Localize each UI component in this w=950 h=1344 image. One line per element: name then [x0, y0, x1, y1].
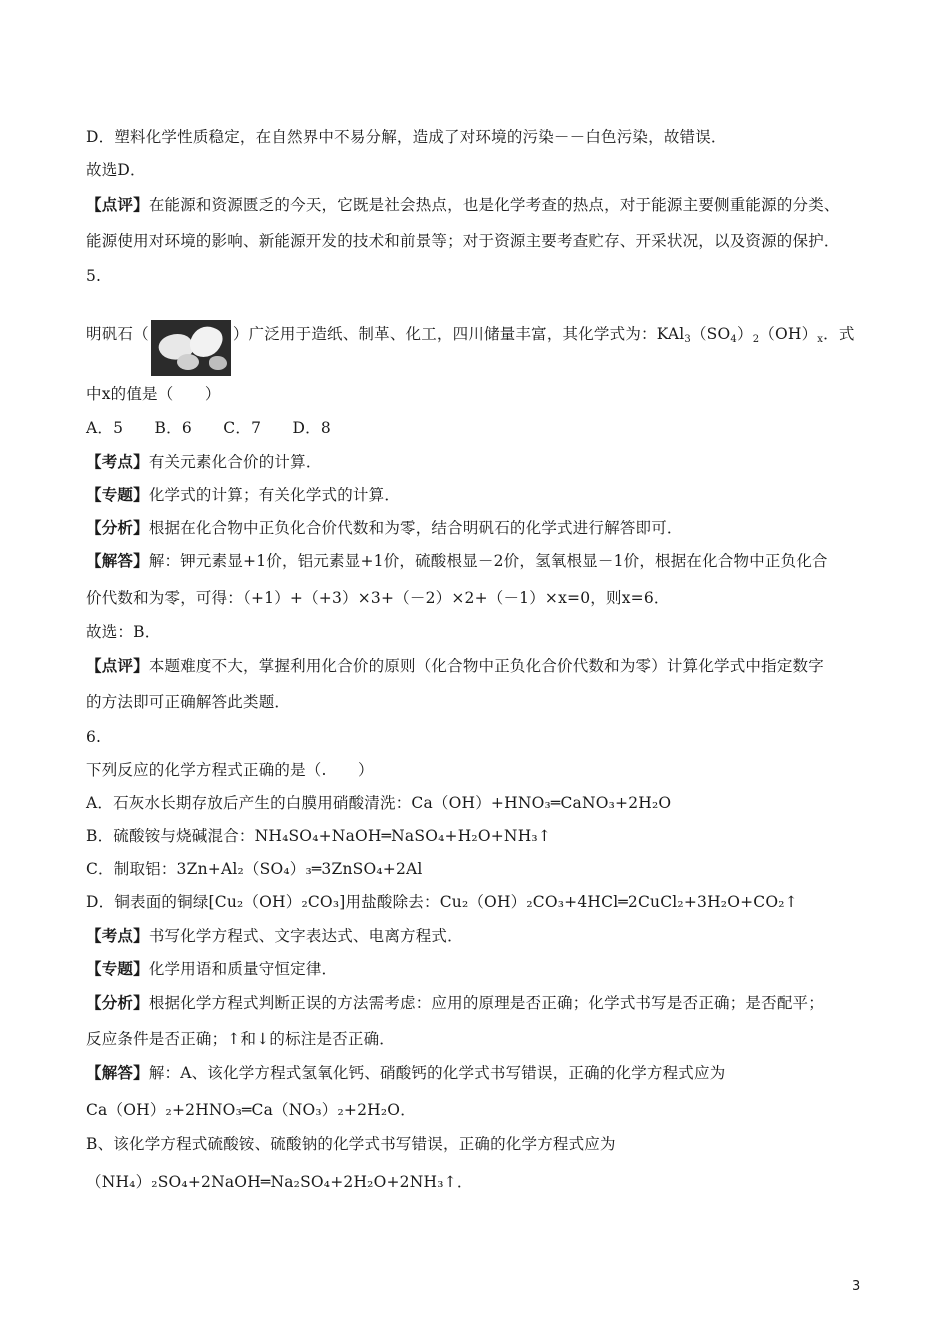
q6-answer-line-1: 【解答】解：A、该化学方程式氢氧化钙、硝酸钙的化学式书写错误，正确的化学方程式应为 [86, 1063, 726, 1082]
q6-answer-line-3: B、该化学方程式硫酸铵、硫酸钠的化学式书写错误，正确的化学方程式应为 [86, 1135, 616, 1153]
q5-review-line-2: 的方法即可正确解答此类题． [86, 693, 291, 711]
q6-option-a: A．石灰水长期存放后产生的白膜用硝酸清洗：Ca（OH）+HNO₃═CaNO₃+2H₂O [86, 794, 672, 812]
q6-answer-line-4: （NH₄）₂SO₄+2NaOH═Na₂SO₄+2H₂O+2NH₃↑． [86, 1173, 473, 1191]
q5-answer-line-1: 【解答】解：钾元素显+1价，铝元素显+1价，硫酸根显－2价，氢氧根显－1价，根据在化合物中正负化合 [86, 551, 828, 570]
q6-answer-line-2: Ca（OH）₂+2HNO₃═Ca（NO₃）₂+2H₂O． [86, 1101, 416, 1119]
q5-stem-line-1: 明矾石（ ）广泛用于造纸、制革、化工，四川储量丰富，其化学式为：$KAl_3(SO_4)_2(OH)_x$．式 [86, 324, 855, 376]
q5-review-line-1: 【点评】本题难度不大，掌握利用化合价的原则（化合物中正负化合价代数和为零）计算化学式中指定数字 [86, 656, 824, 675]
q6-analysis-line-1: 【分析】根据化学方程式判断正误的方法需考虑：应用的原理是否正确；化学式书写是否正确；是否配平； [86, 993, 824, 1012]
review-tag: 【点评】 [86, 195, 149, 214]
q6-stem: 下列反应的化学方程式正确的是（. ） [86, 761, 374, 779]
q5-select: 故选：B． [86, 623, 161, 641]
q5-stem-line-2: 中x的值是（ ） [86, 385, 221, 403]
q5-number: 5. [86, 267, 102, 285]
q6-topic: 【专题】化学用语和质量守恒定律． [86, 959, 338, 978]
q6-analysis-line-2: 反应条件是否正确；↑和↓的标注是否正确． [86, 1030, 395, 1048]
q5-topic: 【专题】化学式的计算；有关化学式的计算． [86, 485, 401, 504]
q5-point: 【考点】有关元素化合价的计算． [86, 452, 322, 471]
q6-option-b: B．硫酸铵与烧碱混合：NH₄SO₄+NaOH═NaSO₄+H₂O+NH₃↑ [86, 827, 552, 845]
q5-options: A．5 B．6 C．7 D．8 [86, 419, 331, 437]
q4-select: 故选D． [86, 161, 146, 179]
alunite-photo [151, 320, 231, 376]
q6-number: 6. [86, 728, 102, 746]
q4-review-line-2: 能源使用对环境的影响、新能源开发的技术和前景等；对于资源主要考查贮存、开采状况，以及资源的保护． [86, 232, 840, 250]
q4-option-d: D．塑料化学性质稳定，在自然界中不易分解，造成了对环境的污染－－白色污染，故错误． [86, 128, 727, 146]
q4-review-line-1: 【点评】在能源和资源匮乏的今天，它既是社会热点，也是化学考查的热点，对于能源主要侧重能源的分类、 [86, 195, 840, 214]
q6-option-c: C．制取铝：3Zn+Al₂（SO₄）₃═3ZnSO₄+2Al [86, 860, 423, 878]
page-number: 3 [852, 1279, 861, 1294]
q5-answer-line-2: 价代数和为零，可得：（+1）+（+3）×3+（－2）×2+（－1）×x=0，则x=6． [86, 589, 670, 607]
q6-point: 【考点】书写化学方程式、文字表达式、电离方程式． [86, 926, 463, 945]
q6-option-d: D．铜表面的铜绿[Cu₂（OH）₂CO₃]用盐酸除去：Cu₂（OH）₂CO₃+4HCl═2CuCl₂+3H₂O+CO₂↑ [86, 893, 798, 911]
q5-analysis: 【分析】根据在化合物中正负化合价代数和为零，结合明矾石的化学式进行解答即可． [86, 518, 683, 537]
